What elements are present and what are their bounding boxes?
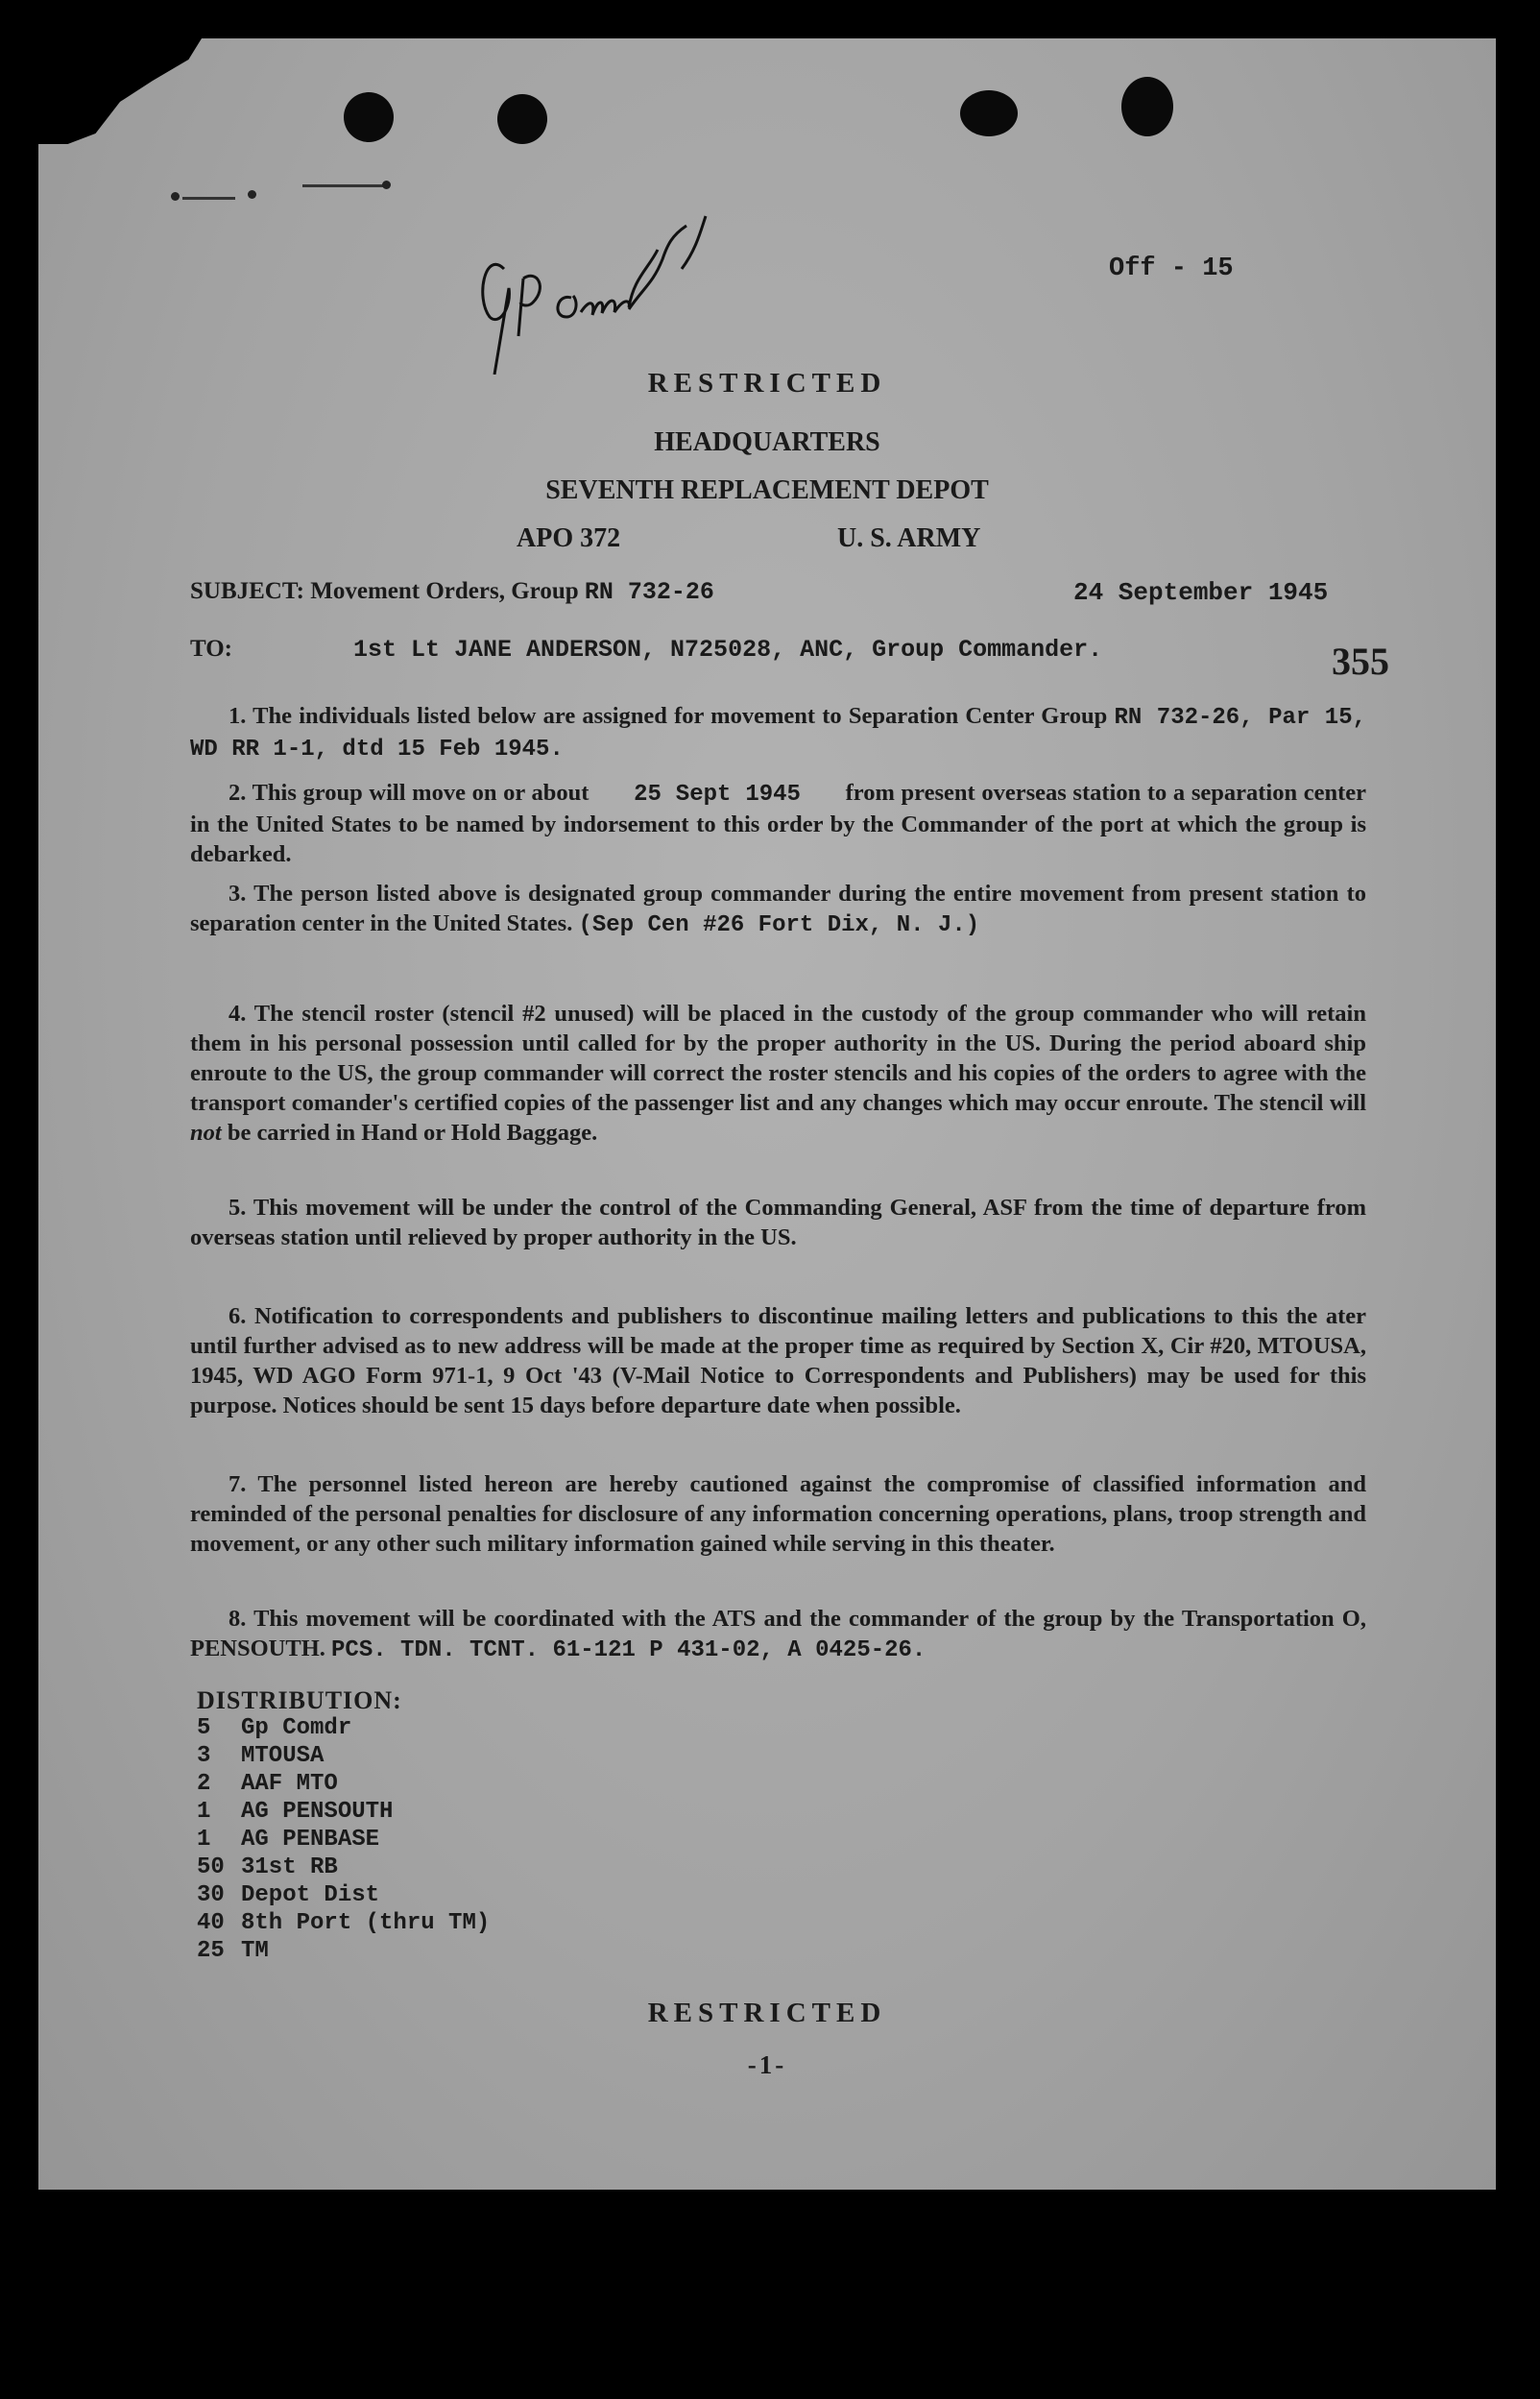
paragraph-4-text-b: be carried in Hand or Hold Baggage. <box>227 1120 598 1146</box>
distribution-row <box>197 1909 490 1937</box>
ink-mark <box>382 181 391 189</box>
paragraph-2 <box>190 778 1366 869</box>
classification-top: RESTRICTED <box>647 368 887 399</box>
reference-number: Off - 15 <box>1109 254 1234 283</box>
ink-mark <box>171 192 180 201</box>
paragraph-3-text: 3. The person listed above is designated group commander during the entire movement from present station to separation center in the United States. <box>190 881 1366 936</box>
document-page <box>38 38 1496 2190</box>
classification-bottom: RESTRICTED <box>647 1998 887 2028</box>
paragraph-6: 6. Notification to correspondents and publishers to discontinue mailing letters and publications to this the ater until further advised as to new address will be made at the proper time as required by Section X, Cir #20, MTOUSA, 1945, WD AGO Form 971-1, 9 Oct '43 (V-Mail Notice to Correspondents and Publishers) may be used for this purpose. Notices should be sent 15 days before departure date when possible. <box>190 1303 1366 1418</box>
paragraph-5: 5. This movement will be under the control of the Commanding General, ASF from the time of departure from overseas station until relieved by proper authority in the US. <box>190 1195 1366 1250</box>
distribution-count: 1 <box>197 1827 211 1853</box>
distribution-title: DISTRIBUTION: <box>197 1686 402 1714</box>
distribution-count: 2 <box>197 1771 211 1797</box>
distribution-recipient: AG PENSOUTH <box>241 1799 394 1825</box>
paragraph-2-text-a: 2. This group will move on or about <box>229 780 590 806</box>
paragraph-8-ref: PCS. TDN. TCNT. 61-121 P 431-02, A 0425-26. <box>331 1637 926 1663</box>
paragraph-3 <box>190 879 1366 940</box>
ink-mark <box>248 190 256 199</box>
distribution-recipient: 31st RB <box>241 1854 338 1880</box>
distribution-row <box>197 1826 490 1854</box>
punch-hole <box>344 92 394 142</box>
paragraph-2-date: 25 Sept 1945 <box>634 782 801 808</box>
distribution-row <box>197 1798 490 1826</box>
to-label: TO: <box>190 636 232 662</box>
paragraph-4-text-a: 4. The stencil roster (stencil #2 unused) will be placed in the custody of the group commander who will retain them in his personal possession until called for by the proper authority in the US. During the period aboard ship enroute to the US, the group commander will correct the roster stencils and his copies of the orders to agree with the transport comander's certified copies of the passenger list and any changes which may occur enroute. The stencil will <box>190 1001 1366 1116</box>
army-label: U. S. ARMY <box>837 523 981 553</box>
distribution-recipient: Gp Comdr <box>241 1715 352 1741</box>
paragraph-4-emphasis: not <box>190 1120 222 1146</box>
distribution-recipient: AAF MTO <box>241 1771 338 1797</box>
paragraph-4 <box>190 999 1366 1148</box>
subject-text: Movement Orders, Group <box>310 578 579 604</box>
distribution-row <box>197 1937 490 1965</box>
distribution-row <box>197 1770 490 1798</box>
stamp-number: 355 <box>1332 640 1389 683</box>
distribution-recipient: AG PENBASE <box>241 1827 380 1853</box>
paragraph-1-text: 1. The individuals listed below are assigned for movement to Separation Center Group <box>229 703 1108 729</box>
distribution-row <box>197 1854 490 1881</box>
distribution-count: 5 <box>197 1715 211 1741</box>
paragraph-3-ref: (Sep Cen #26 Fort Dix, N. J.) <box>578 912 980 938</box>
subject-line <box>190 578 714 606</box>
distribution-recipient: MTOUSA <box>241 1743 325 1769</box>
paragraph-1-ref: RN 732-26, Par 15, WD RR 1-1, dtd 15 Feb 1945. <box>190 705 1366 763</box>
torn-corner <box>38 38 202 144</box>
page-number: -1- <box>747 2050 787 2079</box>
distribution-list <box>197 1686 490 1965</box>
subject-group: RN 732-26 <box>584 578 714 606</box>
paragraph-7: 7. The personnel listed hereon are hereby cautioned against the compromise of classified information and reminded of the personal penalties for disclosure of any information concerning operations, plans, troop strength and movement, or any other such military information gained while serving in this theater. <box>190 1471 1366 1557</box>
punch-hole <box>1121 77 1173 136</box>
distribution-row <box>197 1742 490 1770</box>
punch-hole <box>960 90 1018 136</box>
distribution-recipient: 8th Port (thru TM) <box>241 1910 491 1936</box>
distribution-count: 3 <box>197 1743 211 1769</box>
distribution-row <box>197 1881 490 1909</box>
distribution-recipient: Depot Dist <box>241 1882 380 1908</box>
distribution-row <box>197 1714 490 1742</box>
header-line-1: HEADQUARTERS <box>654 427 880 457</box>
paragraph-8-text: 8. This movement will be coordinated with the ATS and the commander of the group by the Transportation O, PENSOUTH. <box>190 1606 1366 1661</box>
ink-mark <box>302 184 384 187</box>
handwritten-note-gp-comdr <box>466 182 744 375</box>
apo-number: APO 372 <box>517 523 621 553</box>
distribution-recipient: TM <box>241 1938 269 1964</box>
to-line <box>190 636 1102 664</box>
subject-label: SUBJECT: <box>190 578 305 604</box>
distribution-count: 25 <box>197 1938 225 1964</box>
to-recipient: 1st Lt JANE ANDERSON, N725028, ANC, Group Commander. <box>353 636 1103 664</box>
distribution-count: 30 <box>197 1882 225 1908</box>
paragraph-1 <box>190 701 1366 764</box>
distribution-count: 1 <box>197 1799 211 1825</box>
header-line-2: SEVENTH REPLACEMENT DEPOT <box>545 475 989 505</box>
document-date: 24 September 1945 <box>1073 578 1329 607</box>
distribution-count: 40 <box>197 1910 225 1936</box>
ink-mark <box>182 197 235 200</box>
distribution-count: 50 <box>197 1854 225 1880</box>
paragraph-8 <box>190 1604 1366 1665</box>
paragraph-2-text-b: from present overseas station to a separation center in the United States to be named by indorsement to this order by the Commander of the port at which the group is debarked. <box>190 780 1367 867</box>
punch-hole <box>497 94 547 144</box>
